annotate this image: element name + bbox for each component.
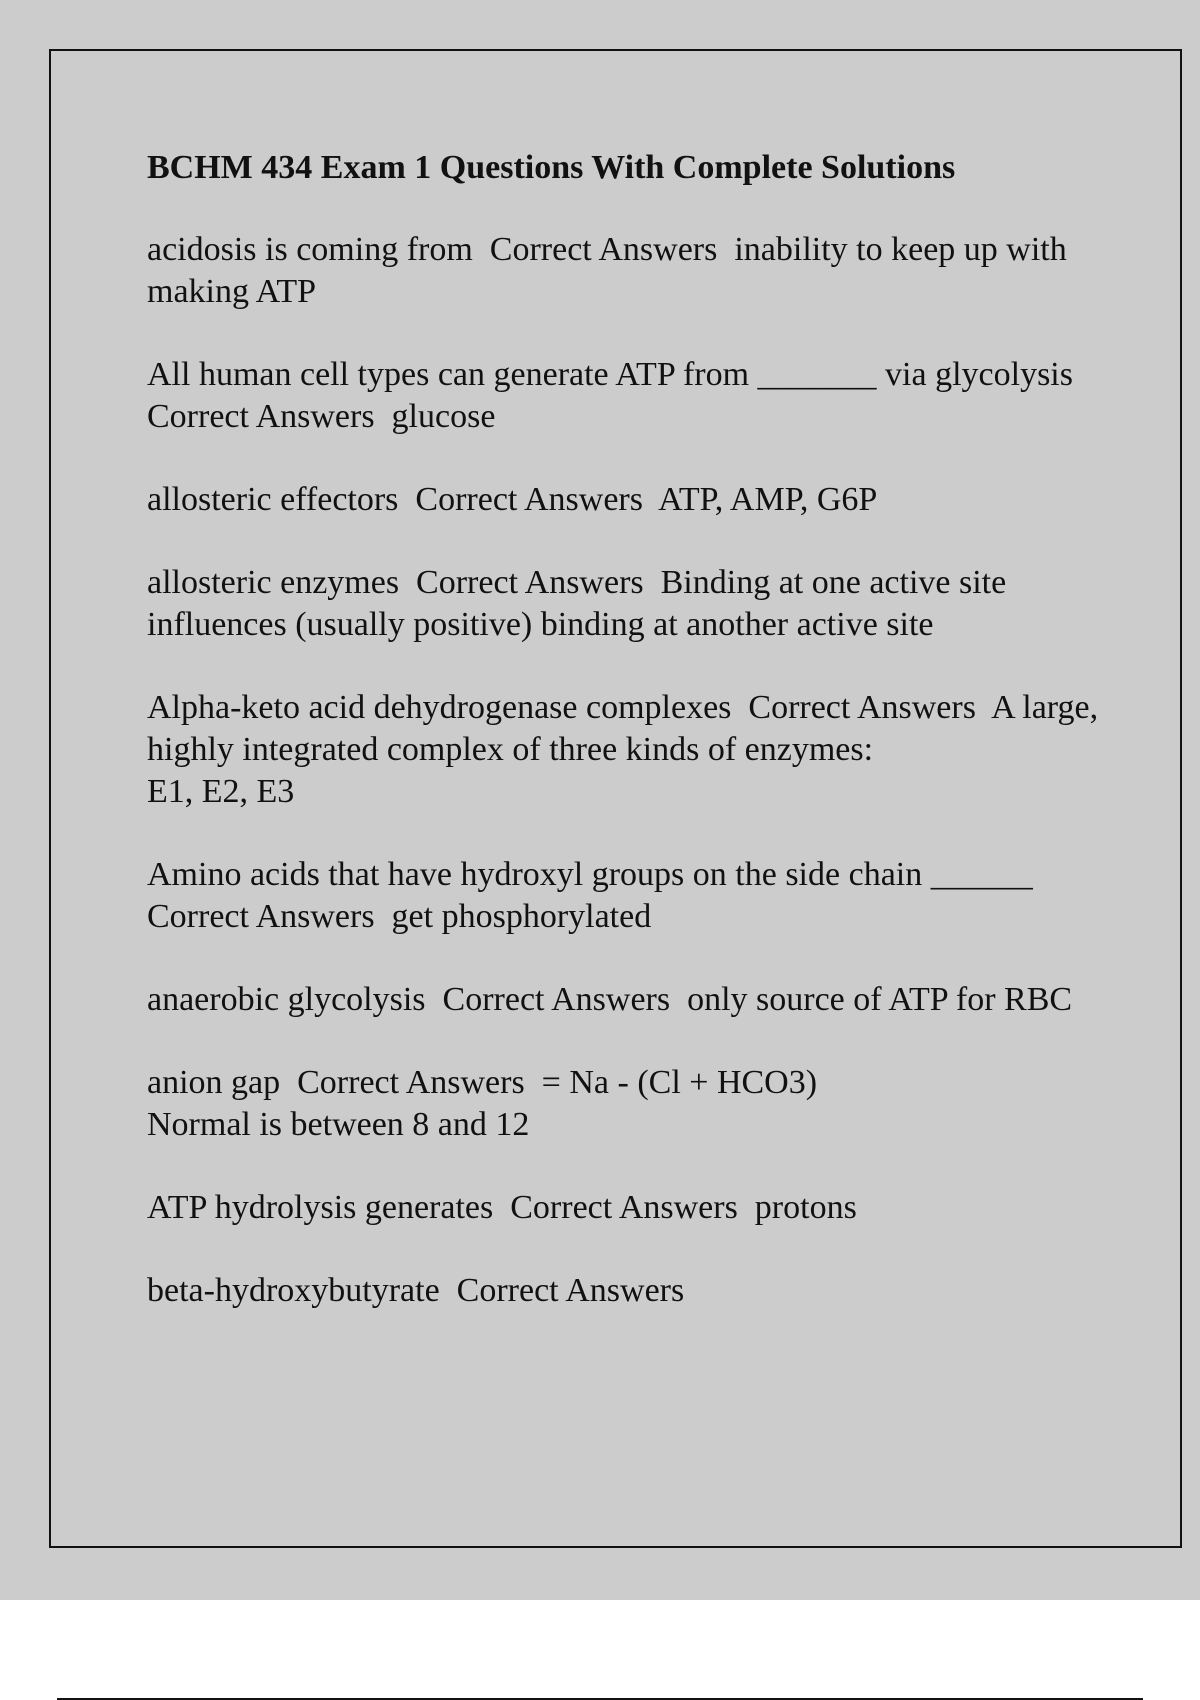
qa-item-amino-acids: Amino acids that have hydroxyl groups on the side chain ______ Correct Answers get phosphorylated <box>147 856 1042 935</box>
qa-item-anion-gap: anion gap Correct Answers = Na - (Cl + HCO3) Normal is between 8 and 12 <box>147 1064 818 1143</box>
qa-item-acidosis: acidosis is coming from Correct Answers inability to keep up with making ATP <box>147 231 1076 310</box>
document-title: BCHM 434 Exam 1 Questions With Complete Solutions <box>147 149 956 186</box>
qa-item-allosteric-enzymes: allosteric enzymes Correct Answers Binding at one active site influences (usually positive) binding at another active site <box>147 564 1015 643</box>
qa-item-anaerobic-glycolysis: anaerobic glycolysis Correct Answers only source of ATP for RBC <box>147 981 1073 1018</box>
qa-item-alpha-keto: Alpha-keto acid dehydrogenase complexes Correct Answers A large, highly integrated complex of three kinds of enzymes: E1, E2, E3 <box>147 689 1099 810</box>
qa-item-atp-glycolysis: All human cell types can generate ATP from _______ via glycolysis Correct Answers glucose <box>147 356 1090 435</box>
qa-item-beta-hydroxybutyrate: beta-hydroxybutyrate Correct Answers <box>147 1272 685 1309</box>
qa-item-atp-hydrolysis: ATP hydrolysis generates Correct Answers protons <box>147 1189 857 1226</box>
qa-item-allosteric-effectors: allosteric effectors Correct Answers ATP, AMP, G6P <box>147 481 878 518</box>
document-frame <box>49 49 1182 1548</box>
document-content <box>147 147 1137 1353</box>
